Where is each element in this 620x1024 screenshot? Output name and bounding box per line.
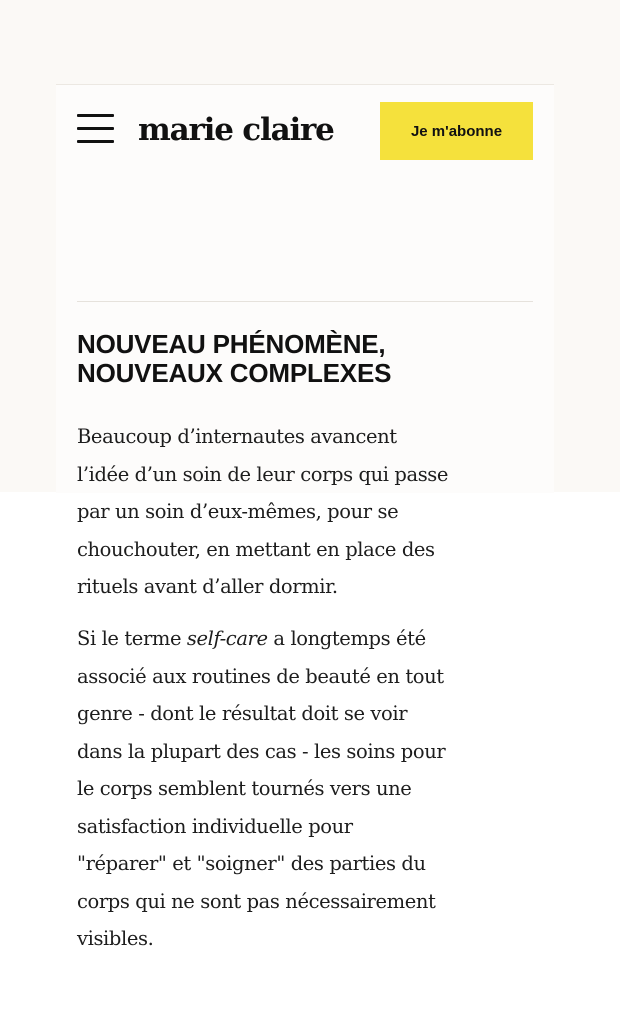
section-title-line-1: NOUVEAU PHÉNOMÈNE, — [77, 329, 386, 359]
hamburger-menu-icon[interactable] — [77, 114, 114, 144]
site-header — [77, 100, 533, 160]
paragraph-line: rituels avant d’aller dormir. — [77, 575, 338, 598]
paragraph-line: corps qui ne sont pas nécessairement — [77, 889, 436, 913]
text-segment: Si le terme — [77, 627, 187, 650]
paragraph-line — [77, 620, 547, 658]
section-title-line-2: NOUVEAUX COMPLEXES — [77, 358, 392, 388]
paragraph-line: "réparer" et "soigner" des parties du — [77, 852, 426, 875]
section-divider — [77, 301, 533, 302]
article-paragraph-1 — [77, 418, 547, 606]
paragraph-line: satisfaction individuelle pour — [77, 814, 353, 838]
subscribe-button[interactable]: Je m'abonne — [380, 102, 533, 160]
paragraph-line: l’idée d’un soin de leur corps qui passe — [77, 462, 449, 486]
paragraph-line: Beaucoup d’internautes avancent — [77, 425, 397, 448]
paragraph-line: dans la plupart des cas - les soins pour — [77, 739, 446, 763]
section-title — [77, 330, 537, 388]
paragraph-line: associé aux routines de beauté en tout — [77, 664, 444, 688]
article-paragraph-2 — [77, 620, 547, 958]
italic-term: self-care — [186, 627, 268, 650]
paragraph-line: le corps semblent tournés vers une — [77, 777, 412, 800]
site-logo[interactable]: marie claire — [138, 112, 334, 148]
paragraph-line: visibles. — [77, 927, 154, 950]
paragraph-line: genre - dont le résultat doit se voir — [77, 702, 408, 725]
text-segment: a longtemps été — [267, 627, 426, 650]
paragraph-line: chouchouter, en mettant en place des — [77, 537, 435, 561]
paragraph-line: par un soin d’eux-mêmes, pour se — [77, 500, 399, 523]
